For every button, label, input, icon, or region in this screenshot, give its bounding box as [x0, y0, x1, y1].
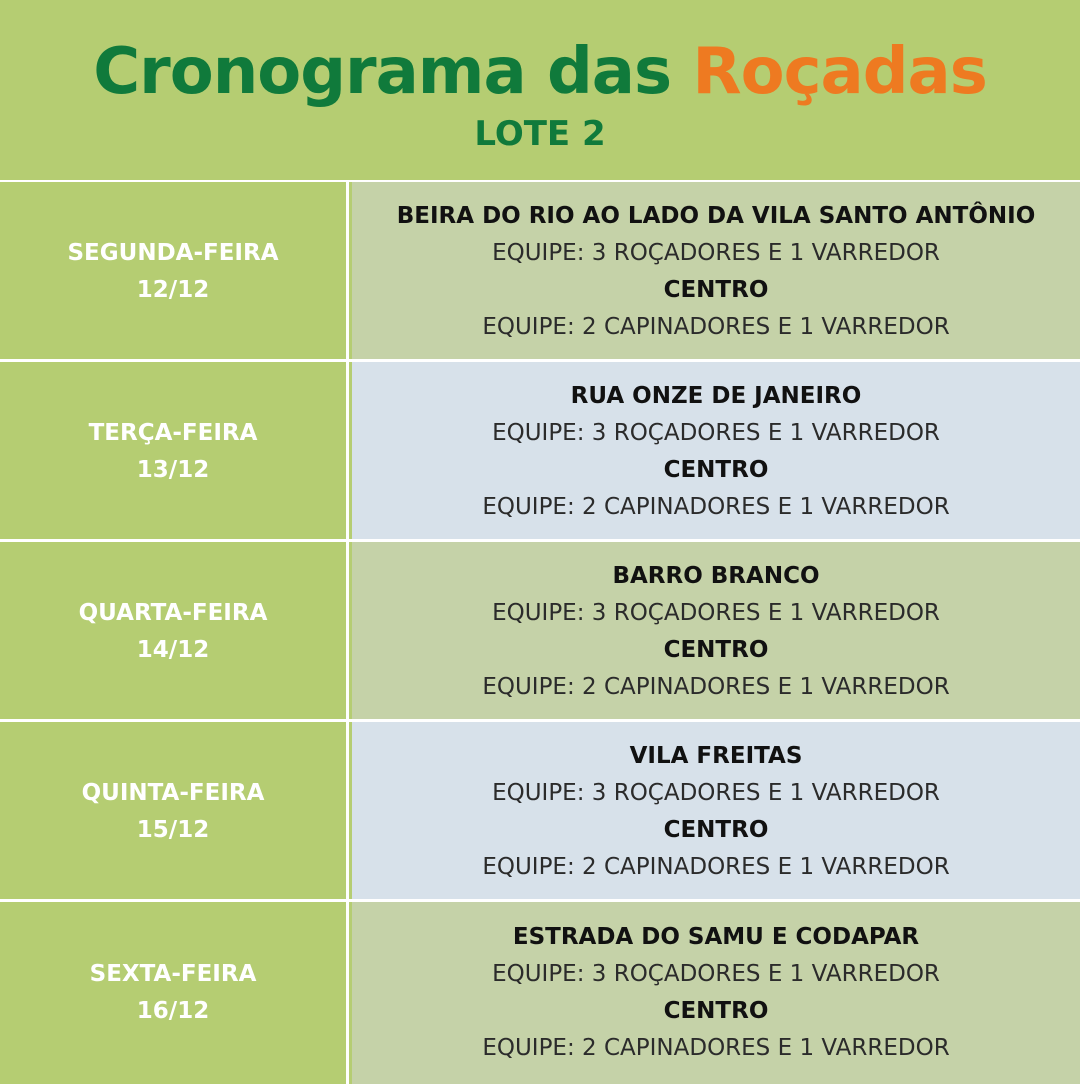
- detail-cell: [352, 722, 1080, 902]
- primary-location: VILA FREITAS: [629, 743, 803, 769]
- primary-location: ESTRADA DO SAMU E CODAPAR: [512, 924, 920, 950]
- title-accent: Roçadas: [692, 35, 987, 109]
- day-name: TERÇA-FEIRA: [88, 420, 258, 446]
- detail-cell: [352, 902, 1080, 1084]
- primary-location: BARRO BRANCO: [612, 563, 820, 589]
- day-cell: [0, 722, 349, 902]
- detail-cell: [352, 182, 1080, 362]
- schedule-row-monday: [0, 182, 1080, 362]
- day-name: QUARTA-FEIRA: [78, 600, 268, 626]
- day-cell: [0, 902, 349, 1084]
- page-subtitle: LOTE 2: [474, 114, 606, 154]
- day-name: SEGUNDA-FEIRA: [67, 240, 279, 266]
- schedule-table: [0, 180, 1080, 1080]
- schedule-row-wednesday: [0, 542, 1080, 722]
- page-title: [0, 34, 1080, 110]
- secondary-location: CENTRO: [663, 277, 769, 303]
- day-date: 13/12: [136, 457, 210, 483]
- day-date: 16/12: [136, 998, 210, 1024]
- secondary-location: CENTRO: [663, 817, 769, 843]
- primary-team: EQUIPE: 3 ROÇADORES E 1 VARREDOR: [492, 600, 940, 626]
- primary-location: BEIRA DO RIO AO LADO DA VILA SANTO ANTÔNIO: [396, 203, 1036, 229]
- header: [0, 0, 1080, 180]
- primary-team: EQUIPE: 3 ROÇADORES E 1 VARREDOR: [492, 420, 940, 446]
- day-date: 15/12: [136, 817, 210, 843]
- schedule-row-tuesday: [0, 362, 1080, 542]
- secondary-location: CENTRO: [663, 637, 769, 663]
- secondary-team: EQUIPE: 2 CAPINADORES E 1 VARREDOR: [482, 1035, 950, 1061]
- detail-cell: [352, 542, 1080, 722]
- day-cell: [0, 182, 349, 362]
- title-main: Cronograma das: [93, 35, 672, 109]
- day-cell: [0, 362, 349, 542]
- primary-team: EQUIPE: 3 ROÇADORES E 1 VARREDOR: [492, 780, 940, 806]
- schedule-row-thursday: [0, 722, 1080, 902]
- schedule-row-friday: [0, 902, 1080, 1084]
- day-name: SEXTA-FEIRA: [89, 961, 257, 987]
- secondary-team: EQUIPE: 2 CAPINADORES E 1 VARREDOR: [482, 674, 950, 700]
- primary-team: EQUIPE: 3 ROÇADORES E 1 VARREDOR: [492, 961, 940, 987]
- day-cell: [0, 542, 349, 722]
- day-name: QUINTA-FEIRA: [81, 780, 265, 806]
- secondary-team: EQUIPE: 2 CAPINADORES E 1 VARREDOR: [482, 854, 950, 880]
- primary-team: EQUIPE: 3 ROÇADORES E 1 VARREDOR: [492, 240, 940, 266]
- secondary-location: CENTRO: [663, 457, 769, 483]
- detail-cell: [352, 362, 1080, 542]
- secondary-location: CENTRO: [663, 998, 769, 1024]
- secondary-team: EQUIPE: 2 CAPINADORES E 1 VARREDOR: [482, 494, 950, 520]
- primary-location: RUA ONZE DE JANEIRO: [570, 383, 862, 409]
- secondary-team: EQUIPE: 2 CAPINADORES E 1 VARREDOR: [482, 314, 950, 340]
- day-date: 14/12: [136, 637, 210, 663]
- day-date: 12/12: [136, 277, 210, 303]
